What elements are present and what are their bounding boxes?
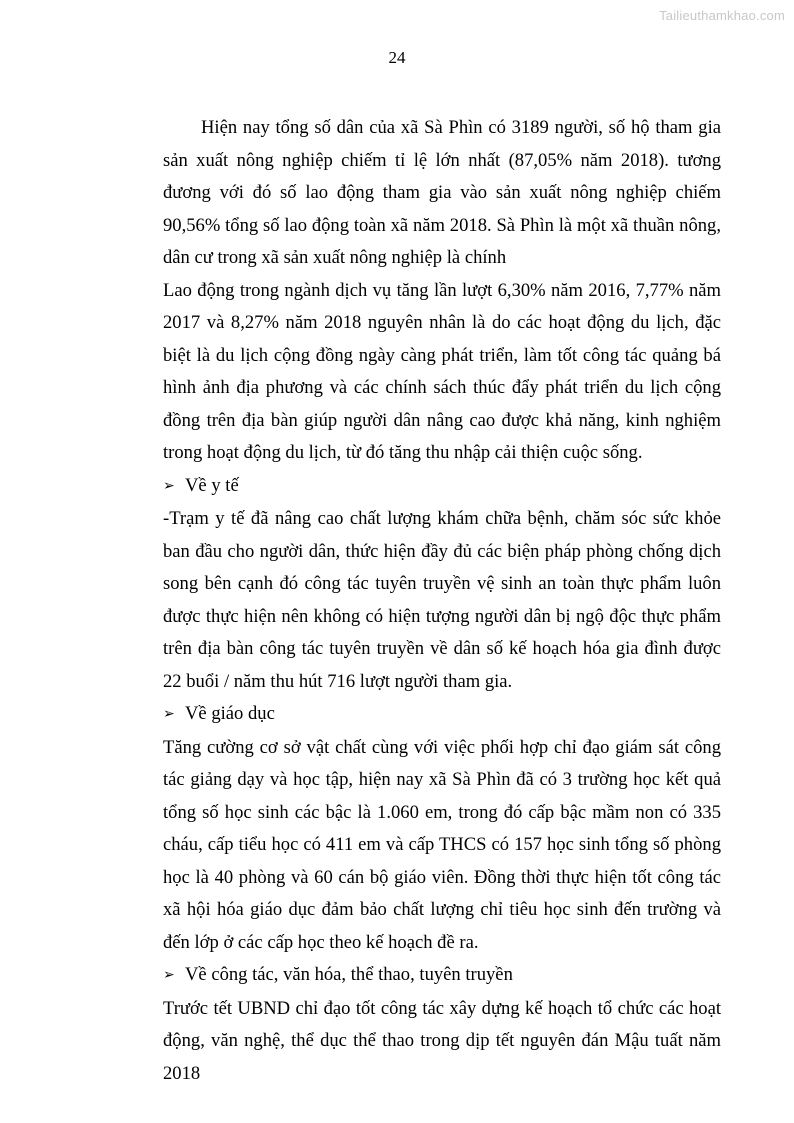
section-heading-education bbox=[163, 698, 721, 732]
arrow-bullet-icon: ➢ bbox=[163, 968, 175, 983]
section-heading-label: Về y tế bbox=[185, 474, 239, 496]
section-heading-label: Về công tác, văn hóa, thể thao, tuyên truyền bbox=[185, 964, 513, 985]
paragraph-services-labor: Lao động trong ngành dịch vụ tăng lần lượt 6,30% năm 2016, 7,77% năm 2017 và 8,27% năm 2018 nguyên nhân là do các hoạt động du lịch, đặc biệt là du lịch cộng đồng ngày càng phát triển, làm tốt công tác quảng bá hình ảnh địa phương và các chính sách thúc đẩy phát triển du lịch cộng đồng trên địa bàn giúp người dân nâng cao được khả năng, kinh nghiệm trong hoạt động du lịch, từ đó tăng thu nhập cải thiện cuộc sống. bbox=[163, 279, 721, 463]
page-number: 24 bbox=[388, 48, 406, 67]
paragraph-culture: Trước tết UBND chỉ đạo tốt công tác xây dựng kế hoạch tổ chức các hoạt động, văn nghệ, thể dục thể thao trong dịp tết nguyên đán Mậu tuất năm 2018 bbox=[163, 997, 721, 1084]
watermark: Tailieuthamkhao.com bbox=[659, 8, 785, 23]
section-heading-health bbox=[163, 470, 721, 504]
paragraph-education: Tăng cường cơ sở vật chất cùng với việc phối hợp chỉ đạo giám sát công tác giảng dạy và học tập, hiện nay xã Sà Phìn đã có 3 trường học kết quả tổng số học sinh các bậc là 1.060 em, trong đó cấp bậc mầm non có 335 cháu, cấp tiểu học có 411 em và cấp THCS có 157 học sinh tổng số phòng học là 40 phòng và 60 cán bộ giáo viên. Đồng thời thực hiện tốt công tác xã hội hóa giáo dục đảm bảo chất lượng chỉ tiêu học sinh đến trường và đến lớp ở các cấp học theo kế hoạch đề ra. bbox=[163, 736, 721, 953]
arrow-bullet-icon: ➢ bbox=[163, 707, 175, 722]
arrow-bullet-icon: ➢ bbox=[163, 478, 175, 494]
section-heading-label: Về giáo dục bbox=[185, 703, 275, 724]
section-heading-culture bbox=[163, 959, 721, 993]
paragraph-health: -Trạm y tế đã nâng cao chất lượng khám chữa bệnh, chăm sóc sức khỏe ban đầu cho người dân, thức hiện đầy đủ các biện pháp phòng chống dịch song bên cạnh đó công tác tuyên truyền vệ sinh an toàn thực phẩm luôn được thực hiện nên không có hiện tượng người dân bị ngộ độc thực phẩm trên địa bàn công tác tuyên truyền về dân số kế hoạch hóa gia đình được 22 buổi / năm thu hút 716 lượt người tham gia. bbox=[163, 508, 721, 692]
document-body bbox=[163, 112, 721, 1090]
paragraph-population: Hiện nay tổng số dân của xã Sà Phìn có 3189 người, số hộ tham gia sản xuất nông nghiệp chiếm tỉ lệ lớn nhất (87,05% năm 2018). tương đương với đó số lao động tham gia vào sản xuất nông nghiệp chiếm 90,56% tổng số lao động toàn xã năm 2018. Sà Phìn là một xã thuần nông, dân cư trong xã sản xuất nông nghiệp là chính bbox=[163, 117, 721, 268]
